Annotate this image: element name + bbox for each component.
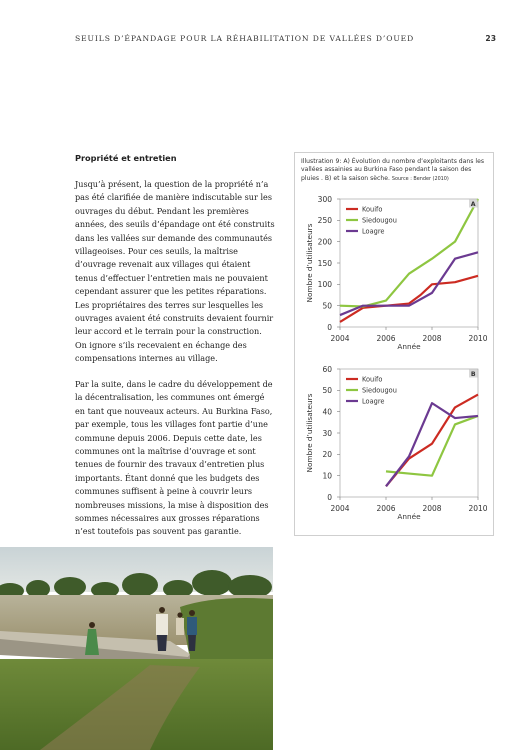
y-axis-label: Nombre d’utilisateurs xyxy=(305,223,314,303)
body-paragraph-2: Par la suite, dans le cadre du développement de la décentralisation, les communes ont émergé en tant que nouveaux acteurs. Au Burkina Faso, par exemple, tous les villages font partie d’une commune depuis 2006. Depuis cette date, les communes ont la maîtrise d’ouvrage et sont tenues de fournir des travaux d’entretien plus importants. Étant donné que les budgets des communes suffisent à peine à couvrir leurs nombreuses missions, la mise à disposition des sommes nécessaires aux grosses réparations n’est toutefois pas souvent pas garantie. xyxy=(75,379,273,537)
x-tick-label: 2006 xyxy=(376,504,396,513)
y-tick-label: 0 xyxy=(327,492,332,502)
y-tick-label: 0 xyxy=(327,322,332,332)
y-tick-label: 60 xyxy=(322,364,332,374)
y-tick-label: 30 xyxy=(322,428,332,438)
panel-label: A xyxy=(470,200,476,208)
x-tick-label: 2004 xyxy=(330,334,350,343)
panel-label: B xyxy=(470,370,476,378)
y-tick-label: 50 xyxy=(322,301,332,311)
legend-label-loagre: Loagre xyxy=(362,397,385,406)
plot-area xyxy=(340,369,478,497)
y-tick-label: 20 xyxy=(322,450,332,460)
y-tick-label: 50 xyxy=(322,386,332,396)
caption-text: Illustration 9: A) Évolution du nombre d’exploitants dans les vallées assainies au Burkina Faso pendant la saison des pluies . B) et la saison sèche. xyxy=(301,158,484,182)
x-tick-label: 2006 xyxy=(376,334,396,343)
legend-label-siedougou: Siedougou xyxy=(362,386,397,395)
y-tick-label: 300 xyxy=(317,194,332,204)
legend-label-loagre: Loagre xyxy=(362,227,385,236)
photo-illustration xyxy=(0,547,273,750)
plot-area xyxy=(340,199,478,327)
legend-label-siedougou: Siedougou xyxy=(362,216,397,225)
y-tick-label: 40 xyxy=(322,407,332,417)
y-tick-label: 150 xyxy=(317,258,332,268)
x-tick-label: 2010 xyxy=(468,504,488,513)
running-title: SEUILS D’ÉPANDAGE POUR LA RÉHABILITATION DE VALLÉES D’OUED xyxy=(75,34,415,43)
legend-label-kouifo: Kouifo xyxy=(362,375,383,384)
y-tick-label: 250 xyxy=(317,216,332,226)
x-tick-label: 2008 xyxy=(422,504,442,513)
y-tick-label: 10 xyxy=(322,471,332,481)
x-axis-label: Année xyxy=(397,342,421,351)
page-header xyxy=(75,34,496,46)
x-tick-label: 2008 xyxy=(422,334,442,343)
y-axis-label: Nombre d’utilisateurs xyxy=(305,393,314,473)
section-heading: Propriété et entretien xyxy=(75,153,177,163)
legend-label-kouifo: Kouifo xyxy=(362,205,383,214)
figure-caption xyxy=(301,158,487,183)
x-axis-label: Année xyxy=(397,512,421,521)
caption-source: Source : Bender (2010) xyxy=(391,175,449,182)
y-tick-label: 200 xyxy=(317,237,332,247)
page-number: 23 xyxy=(485,34,496,43)
x-tick-label: 2010 xyxy=(468,334,488,343)
chart-b xyxy=(295,363,493,533)
x-tick-label: 2004 xyxy=(330,504,350,513)
photo-spreading-weir xyxy=(0,547,273,750)
figure-box xyxy=(294,152,494,536)
body-paragraph-1: Jusqu’à présent, la question de la propriété n’a pas été clarifiée de manière indiscutable sur les ouvrages du début. Pendant les premières années, des seuils d’épandage ont été construits dans les vallées sur demande des communautés villageoises. Pour ces seuils, la maîtrise d’ouvrage revenait aux villages qui étaient tenus d’effectuer l’entretien mais ne pouvaient cependant assurer que les petites réparations. Les propriétaires des terres sur lesquelles les ouvrages avaient été construits devaient fournir leur accord et le terrain pour la construction. On ignore s’ils recevaient en échange des compensations internes au village. xyxy=(75,179,275,364)
chart-a xyxy=(295,193,493,363)
y-tick-label: 100 xyxy=(317,280,332,290)
